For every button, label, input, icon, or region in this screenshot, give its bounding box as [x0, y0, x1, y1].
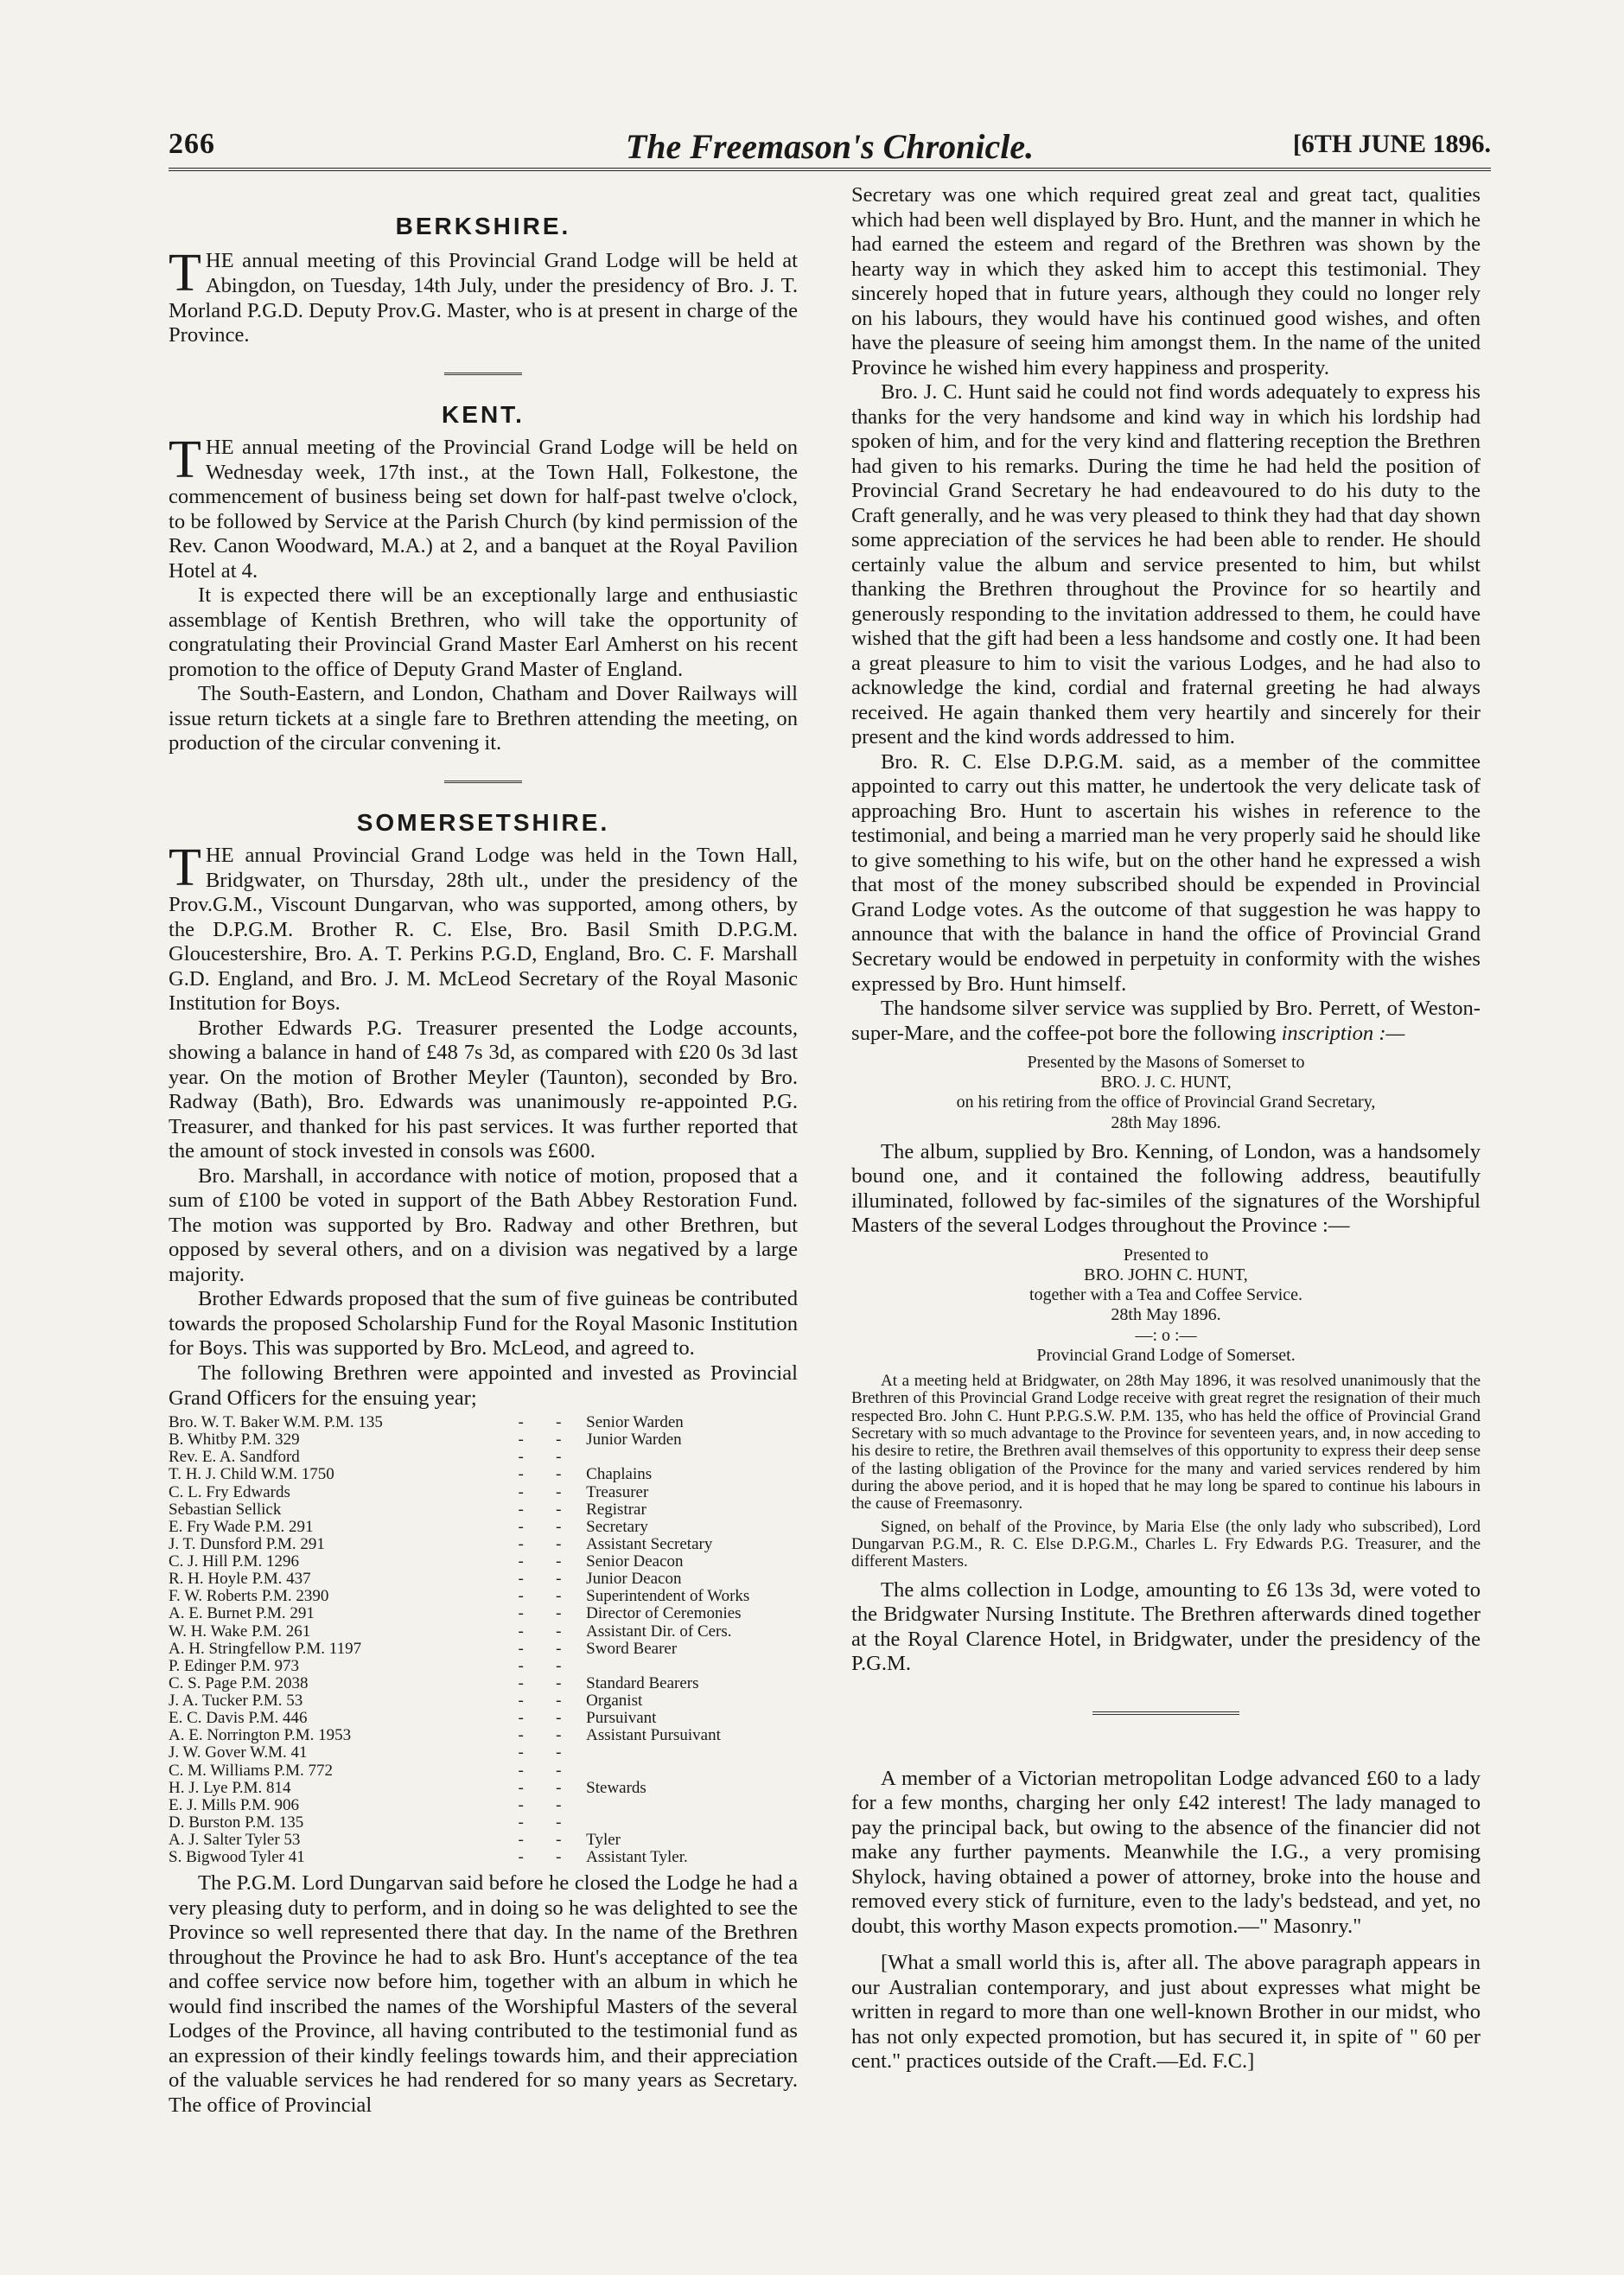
leader-dash: -: [518, 1500, 524, 1519]
officer-office: Superintendent of Works: [586, 1587, 750, 1606]
leader-dash: -: [556, 1831, 562, 1850]
somerset-paragraph-6: The P.G.M. Lord Dungarvan said before he closed the Lodge he had a very pleasing duty to perform, and in doing so he was delighted to see the Province so well represented there that day. In the name of the Brethren throughout the Province he had to ask Bro. Hunt's acceptance of the tea and coffee service now before him, together with an album in which he would find inscribed the names of the Worshipful Masters of the several Lodges of the Province, all having contributed to the testimonial fund as an expression of their kindly feelings towards him, and their appreciation of the valuable services he had rendered for so many years as Secretary. The office of Provincial: [169, 1871, 798, 2117]
officer-name: S. Bigwood Tyler 41: [169, 1848, 305, 1867]
officer-row: [169, 1519, 798, 1536]
inscription-line: Presented by the Masons of Somerset to: [1027, 1053, 1305, 1073]
officer-office: Director of Ceremonies: [586, 1604, 742, 1623]
address-line: together with a Tea and Coffee Service.: [1029, 1285, 1303, 1305]
leader-dash: -: [556, 1795, 562, 1814]
officer-name: E. J. Mills P.M. 906: [169, 1795, 299, 1814]
leader-dash: -: [556, 1482, 562, 1501]
section-separator: [444, 781, 522, 783]
leader-dash: -: [518, 1622, 524, 1641]
leader-dash: -: [556, 1570, 562, 1589]
heading-somersetshire: SOMERSETSHIRE.: [356, 808, 610, 836]
address-line: —: o :—: [1135, 1325, 1197, 1345]
officer-name: Rev. E. A. Sandford: [169, 1448, 300, 1467]
right-paragraph-3: Bro. R. C. Else D.P.G.M. said, as a member of the committee appointed to carry out this matter, he undertook the very delicate task of approaching Bro. Hunt to ascertain his wishes in reference to the testimonial, and being a married man he very properly said he should like to give something to his wife, but on the other hand he expressed a wish that most of the money subscribed should be expended in Provincial Grand Lodge votes. As the outcome of that suggestion he was happy to announce that with the balance in hand the office of Provincial Grand Secretary would be endowed in perpetuity in conformity with the wishes expressed by Bro. Hunt himself.: [851, 749, 1481, 996]
leader-dash: -: [556, 1465, 562, 1484]
dropcap: T: [169, 430, 201, 489]
somerset-paragraph-3: Bro. Marshall, in accordance with notice of motion, proposed that a sum of £100 be voted in support of the Bath Abbey Restoration Fund. The motion was supported by Bro. Radway and other Brethren, but opposed by several others, and on a division was negatived by a large majority.: [169, 1163, 798, 1286]
somerset-paragraph-4: Brother Edwards proposed that the sum of five guineas be contributed towards the proposed Scholarship Fund for the Royal Masonic Institution for Boys. This was supported by Bro. McLeod, and agreed to.: [169, 1287, 798, 1361]
leader-dash: -: [556, 1692, 562, 1711]
officer-row: [169, 1797, 798, 1814]
officer-row: [169, 1605, 798, 1622]
leader-dash: -: [518, 1604, 524, 1623]
officer-row: [169, 1692, 798, 1710]
officer-office: [577, 1814, 798, 1832]
leader-dash: -: [518, 1761, 524, 1780]
leader-dash: -: [556, 1778, 562, 1797]
officer-office: [577, 1797, 798, 1814]
leader-dash: -: [518, 1692, 524, 1711]
officer-row: [169, 1780, 798, 1797]
leader-dash: -: [556, 1587, 562, 1606]
right-paragraph-4: The handsome silver service was supplied by Bro. Perrett, of Weston-super-Mare, and the coffee-pot bore the following inscription :—: [851, 997, 1481, 1045]
kent-paragraph-3: The South-Eastern, and London, Chatham and Dover Railways will issue return tickets at a single fare to Brethren attending the meeting, on production of the circular convening it.: [169, 682, 798, 755]
leader-dash: -: [556, 1413, 562, 1432]
dropcap: T: [169, 244, 201, 303]
right-paragraph-2: Bro. J. C. Hunt said he could not find words adequately to express his thanks for the very handsome and kind way in which his lordship had spoken of him, and for the very kind and flattering reception the Brethren had given to his remarks. During the time he had held the position of Provincial Grand Secretary he had endeavoured to do his duty to the Craft generally, and he was very pleased to think they had that day shown some appreciation of the services he had been able to render. He should certainly value the album and service presented to him, but whilst thanking the Brethren throughout the Province for so heartily and generously responding to the invitation addressed to them, he could have wished that the gift had been a less handsome and costly one. It had been a great pleasure to him to visit the various Lodges, and he had also to acknowledge the kind, cordial and fraternal greeting he had always received. He again thanked them very heartily and sincerely for their present and the kind words addressed to him.: [851, 380, 1481, 749]
officer-name: H. J. Lye P.M. 814: [169, 1778, 291, 1797]
issue-date: [6TH JUNE 1896.: [1292, 130, 1491, 158]
header-rule: [169, 168, 1491, 171]
officer-name: A. H. Stringfellow P.M. 1197: [169, 1639, 362, 1658]
leader-dash: -: [518, 1517, 524, 1536]
inscription-line: 28th May 1896.: [1111, 1112, 1221, 1132]
officer-office: Assistant Tyler.: [586, 1848, 688, 1867]
leader-dash: -: [556, 1673, 562, 1692]
leader-dash: -: [556, 1517, 562, 1536]
officer-row: [169, 1466, 798, 1483]
leader-dash: -: [556, 1534, 562, 1553]
officer-name: J. T. Dunsford P.M. 291: [169, 1534, 325, 1553]
officer-row: [169, 1536, 798, 1553]
officer-name: Sebastian Sellick: [169, 1500, 282, 1519]
heading-berkshire: BERKSHIRE.: [395, 213, 571, 239]
leader-dash: -: [518, 1795, 524, 1814]
left-column: [169, 183, 798, 2118]
officer-office: [577, 1744, 798, 1762]
officer-office: Assistant Pursuivant: [586, 1726, 721, 1745]
kent-paragraph-2: It is expected there will be an exceptionally large and enthusiastic assemblage of Kentish Brethren, who will take the opportunity of congratulating their Provincial Grand Master Earl Amherst on his recent promotion to the office of Deputy Grand Master of England.: [169, 583, 798, 681]
officer-name: A. J. Salter Tyler 53: [169, 1831, 301, 1850]
officer-row: [169, 1849, 798, 1866]
officer-row: [169, 1501, 798, 1519]
masthead-title: The Freemason's Chronicle.: [625, 127, 1035, 166]
heading-kent: KENT.: [442, 400, 525, 428]
leader-dash: -: [518, 1431, 524, 1450]
leader-dash: -: [518, 1813, 524, 1832]
somerset-paragraph-1: THE annual Provincial Grand Lodge was held in the Town Hall, Bridgwater, on Thursday, 28th ult., under the presidency of the Prov.G.M., Viscount Dungarvan, who was supported, among others, by the D.P.G.M. Brother R. C. Else, Bro. Basil Smith D.P.G.M. Gloucestershire, Bro. A. T. Perkins P.G.D, England, Bro. C. F. Marshall G.D. England, and Bro. J. M. McLeod Secretary of the Royal Masonic Institution for Boys.: [169, 838, 798, 1016]
right-column: [851, 183, 1481, 2074]
leader-dash: -: [518, 1587, 524, 1606]
somerset-paragraph-5: The following Brethren were appointed and invested as Provincial Grand Officers for the ensuing year;: [169, 1361, 798, 1410]
leader-dash: -: [518, 1448, 524, 1467]
address-body: At a meeting held at Bridgwater, on 28th May 1896, it was resolved unanimously that the Brethren of this Provincial Grand Lodge receive with great regret the resignation of their much respected Bro. John C. Hunt P.P.G.S.W. P.M. 135, who has held the office of Provincial Grand Secretary with so much advantage to the Province for seventeen years, and, in now acceding to his desire to retire, the Brethren avail themselves of this opportunity to express their deep sense of the lasting obligation of the Province for the many and varied services rendered by him during the above period, and it is hoped that he may long be spared to continue his labours in the cause of Freemasonry.: [851, 1371, 1481, 1513]
leader-dash: -: [518, 1413, 524, 1432]
officer-row: [169, 1414, 798, 1431]
officer-office: Pursuivant: [586, 1709, 657, 1728]
leader-dash: -: [518, 1743, 524, 1762]
officer-name: D. Burston P.M. 135: [169, 1813, 304, 1832]
officer-office: Tyler: [586, 1831, 621, 1850]
address-line: Presented to: [1123, 1245, 1209, 1265]
leader-dash: -: [518, 1552, 524, 1571]
leader-dash: -: [556, 1639, 562, 1658]
officer-row: [169, 1762, 798, 1780]
leader-dash: -: [556, 1813, 562, 1832]
officer-office: Organist: [586, 1692, 643, 1711]
leader-dash: -: [556, 1656, 562, 1675]
leader-dash: -: [518, 1831, 524, 1850]
right-paragraph-5: The album, supplied by Bro. Kenning, of London, was a handsomely bound one, and it contained the following address, beautifully illuminated, followed by fac-similes of the signatures of the Worshipful Masters of the several Lodges throughout the Province :—: [851, 1139, 1481, 1238]
leader-dash: -: [518, 1656, 524, 1675]
page-header: [169, 127, 1491, 166]
officer-row: [169, 1431, 798, 1449]
leader-dash: -: [556, 1604, 562, 1623]
leader-dash: -: [518, 1482, 524, 1501]
leader-dash: -: [556, 1448, 562, 1467]
officer-row: [169, 1449, 798, 1466]
officer-name: A. E. Burnet P.M. 291: [169, 1604, 315, 1623]
leader-dash: -: [556, 1761, 562, 1780]
section-separator: [1092, 1711, 1239, 1715]
officer-name: E. Fry Wade P.M. 291: [169, 1517, 314, 1536]
leader-dash: -: [556, 1431, 562, 1450]
address-heading: [851, 1246, 1481, 1366]
leader-dash: -: [556, 1743, 562, 1762]
leader-dash: -: [556, 1500, 562, 1519]
section-separator: [444, 373, 522, 375]
officer-office: Senior Deacon: [586, 1552, 684, 1571]
officer-office: Junior Warden: [586, 1431, 682, 1450]
address-signed: Signed, on behalf of the Province, by Maria Else (the only lady who subscribed), Lord Dungarvan P.G.M., R. C. Else D.P.G.M., Charles L. Fry Edwards P.G. Treasurer, and the different Masters.: [851, 1517, 1481, 1571]
leader-dash: -: [556, 1726, 562, 1745]
right-paragraph-6: The alms collection in Lodge, amounting to £6 13s 3d, were voted to the Bridgwater Nursing Institute. The Brethren afterwards dined together at the Royal Clarence Hotel, in Bridgwater, under the presidency of the P.G.M.: [851, 1577, 1481, 1676]
address-line: Provincial Grand Lodge of Somerset.: [1036, 1345, 1296, 1365]
officer-row: [169, 1675, 798, 1692]
officer-row: [169, 1641, 798, 1658]
leader-dash: -: [556, 1552, 562, 1571]
leader-dash: -: [518, 1570, 524, 1589]
kent-paragraph-1: THE annual meeting of the Provincial Grand Lodge will be held on Wednesday week, 17th inst., at the Town Hall, Folkestone, the commencement of business being set down for half-past twelve o'clock, to be followed by Service at the Parish Church (by kind permission of the Rev. Canon Woodward, M.A.) at 2, and a banquet at the Royal Pavilion Hotel at 4.: [169, 430, 798, 583]
leader-dash: -: [518, 1465, 524, 1484]
leader-dash: -: [518, 1534, 524, 1553]
officer-row: [169, 1484, 798, 1501]
leader-dash: -: [518, 1848, 524, 1867]
officer-row: [169, 1623, 798, 1641]
officer-office: Chaplains: [586, 1465, 653, 1484]
officer-name: J. W. Gover W.M. 41: [169, 1743, 308, 1762]
officer-row: [169, 1727, 798, 1744]
page-number: 266: [169, 128, 215, 160]
inscription: [851, 1053, 1481, 1133]
officer-office: Treasurer: [586, 1482, 649, 1501]
officer-name: F. W. Roberts P.M. 2390: [169, 1587, 329, 1606]
address-line: 28th May 1896.: [1111, 1305, 1221, 1325]
officer-name: T. H. J. Child W.M. 1750: [169, 1465, 334, 1484]
officer-name: A. E. Norrington P.M. 1953: [169, 1726, 352, 1745]
officer-office: Registrar: [586, 1500, 646, 1519]
inscription-line: BRO. J. C. HUNT,: [1100, 1073, 1232, 1093]
officer-office: Senior Warden: [586, 1413, 684, 1432]
officer-office: Secretary: [586, 1517, 648, 1536]
leader-dash: -: [556, 1709, 562, 1728]
officer-name: C. S. Page P.M. 2038: [169, 1673, 309, 1692]
officer-name: W. H. Wake P.M. 261: [169, 1622, 311, 1641]
officer-name: E. C. Davis P.M. 446: [169, 1709, 308, 1728]
officer-name: C. M. Williams P.M. 772: [169, 1761, 333, 1780]
officers-table: [169, 1414, 798, 1866]
officer-row: [169, 1710, 798, 1727]
leader-dash: -: [556, 1848, 562, 1867]
dropcap: T: [169, 838, 201, 898]
officer-row: [169, 1588, 798, 1605]
berkshire-paragraph: THE annual meeting of this Provincial Grand Lodge will be held at Abingdon, on Tuesday, 14th July, under the presidency of Bro. J. T. Morland P.G.D. Deputy Prov.G. Master, who is at present in charge of the Province.: [169, 244, 798, 347]
officer-office: Sword Bearer: [586, 1639, 678, 1658]
officer-office: [577, 1658, 798, 1675]
officer-office: Junior Deacon: [586, 1570, 682, 1589]
officer-row: [169, 1832, 798, 1849]
officer-row: [169, 1814, 798, 1832]
officer-row: [169, 1744, 798, 1762]
right-paragraph-8: [What a small world this is, after all. The above paragraph appears in our Australian contemporary, and just about expresses what might be written in regard to more than one well-known Brother in our midst, who has not only expected promotion, but has secured it, in spite of " 60 per cent." practices outside of the Craft.—Ed. F.C.]: [851, 1951, 1481, 2074]
officer-name: B. Whitby P.M. 329: [169, 1431, 300, 1450]
officer-office: [577, 1449, 798, 1466]
right-paragraph-7: A member of a Victorian metropolitan Lodge advanced £60 to a lady for a few months, charging her only £42 interest! The lady managed to pay the principal back, but owing to the absence of the financier did not make any further payments. Meanwhile the I.G., a very promising Shylock, having obtained a power of attorney, broke into the house and removed every stick of furniture, even to the lady's bedstead, and yet, no doubt, this worthy Mason expects promotion.—" Masonry.": [851, 1766, 1481, 1938]
officer-office: [577, 1762, 798, 1780]
officer-row: [169, 1658, 798, 1675]
officer-name: P. Edinger P.M. 973: [169, 1656, 299, 1675]
officer-name: J. A. Tucker P.M. 53: [169, 1692, 303, 1711]
officer-row: [169, 1553, 798, 1571]
officer-office: Assistant Dir. of Cers.: [586, 1622, 732, 1641]
leader-dash: -: [518, 1778, 524, 1797]
officer-name: C. J. Hill P.M. 1296: [169, 1552, 299, 1571]
somerset-paragraph-2: Brother Edwards P.G. Treasurer presented the Lodge accounts, showing a balance in hand of £48 7s 3d, as compared with £20 0s 3d last year. On the motion of Brother Meyler (Taunton), seconded by Bro. Radway (Bath), Bro. Edwards was unanimously re-appointed P.G. Treasurer, and thanked for his past services. It was further reported that the amount of stock invested in consols was £600.: [169, 1016, 798, 1163]
leader-dash: -: [518, 1639, 524, 1658]
officer-name: C. L. Fry Edwards: [169, 1482, 290, 1501]
address-line: BRO. JOHN C. HUNT,: [1084, 1265, 1248, 1285]
officer-office: Assistant Secretary: [586, 1534, 713, 1553]
leader-dash: -: [518, 1673, 524, 1692]
leader-dash: -: [556, 1622, 562, 1641]
right-paragraph-1: Secretary was one which required great zeal and great tact, qualities which had been well displayed by Bro. Hunt, and the manner in which he had earned the esteem and regard of the Brethren was shown by the hearty way in which they asked him to accept this testimonial. They sincerely hoped that in future years, although they could no longer rely on his labours, they would have his continued good wishes, and often have the pleasure of seeing him amongst them. In the name of the united Province he wished him every happiness and prosperity.: [851, 183, 1481, 379]
leader-dash: -: [518, 1709, 524, 1728]
officer-name: Bro. W. T. Baker W.M. P.M. 135: [169, 1413, 383, 1432]
inscription-line: on his retiring from the office of Provincial Grand Secretary,: [956, 1093, 1376, 1112]
officer-name: R. H. Hoyle P.M. 437: [169, 1570, 311, 1589]
officer-row: [169, 1571, 798, 1588]
officer-office: Stewards: [586, 1778, 646, 1797]
inscription-label: inscription :—: [1281, 1021, 1405, 1045]
leader-dash: -: [518, 1726, 524, 1745]
officer-office: Standard Bearers: [586, 1673, 699, 1692]
